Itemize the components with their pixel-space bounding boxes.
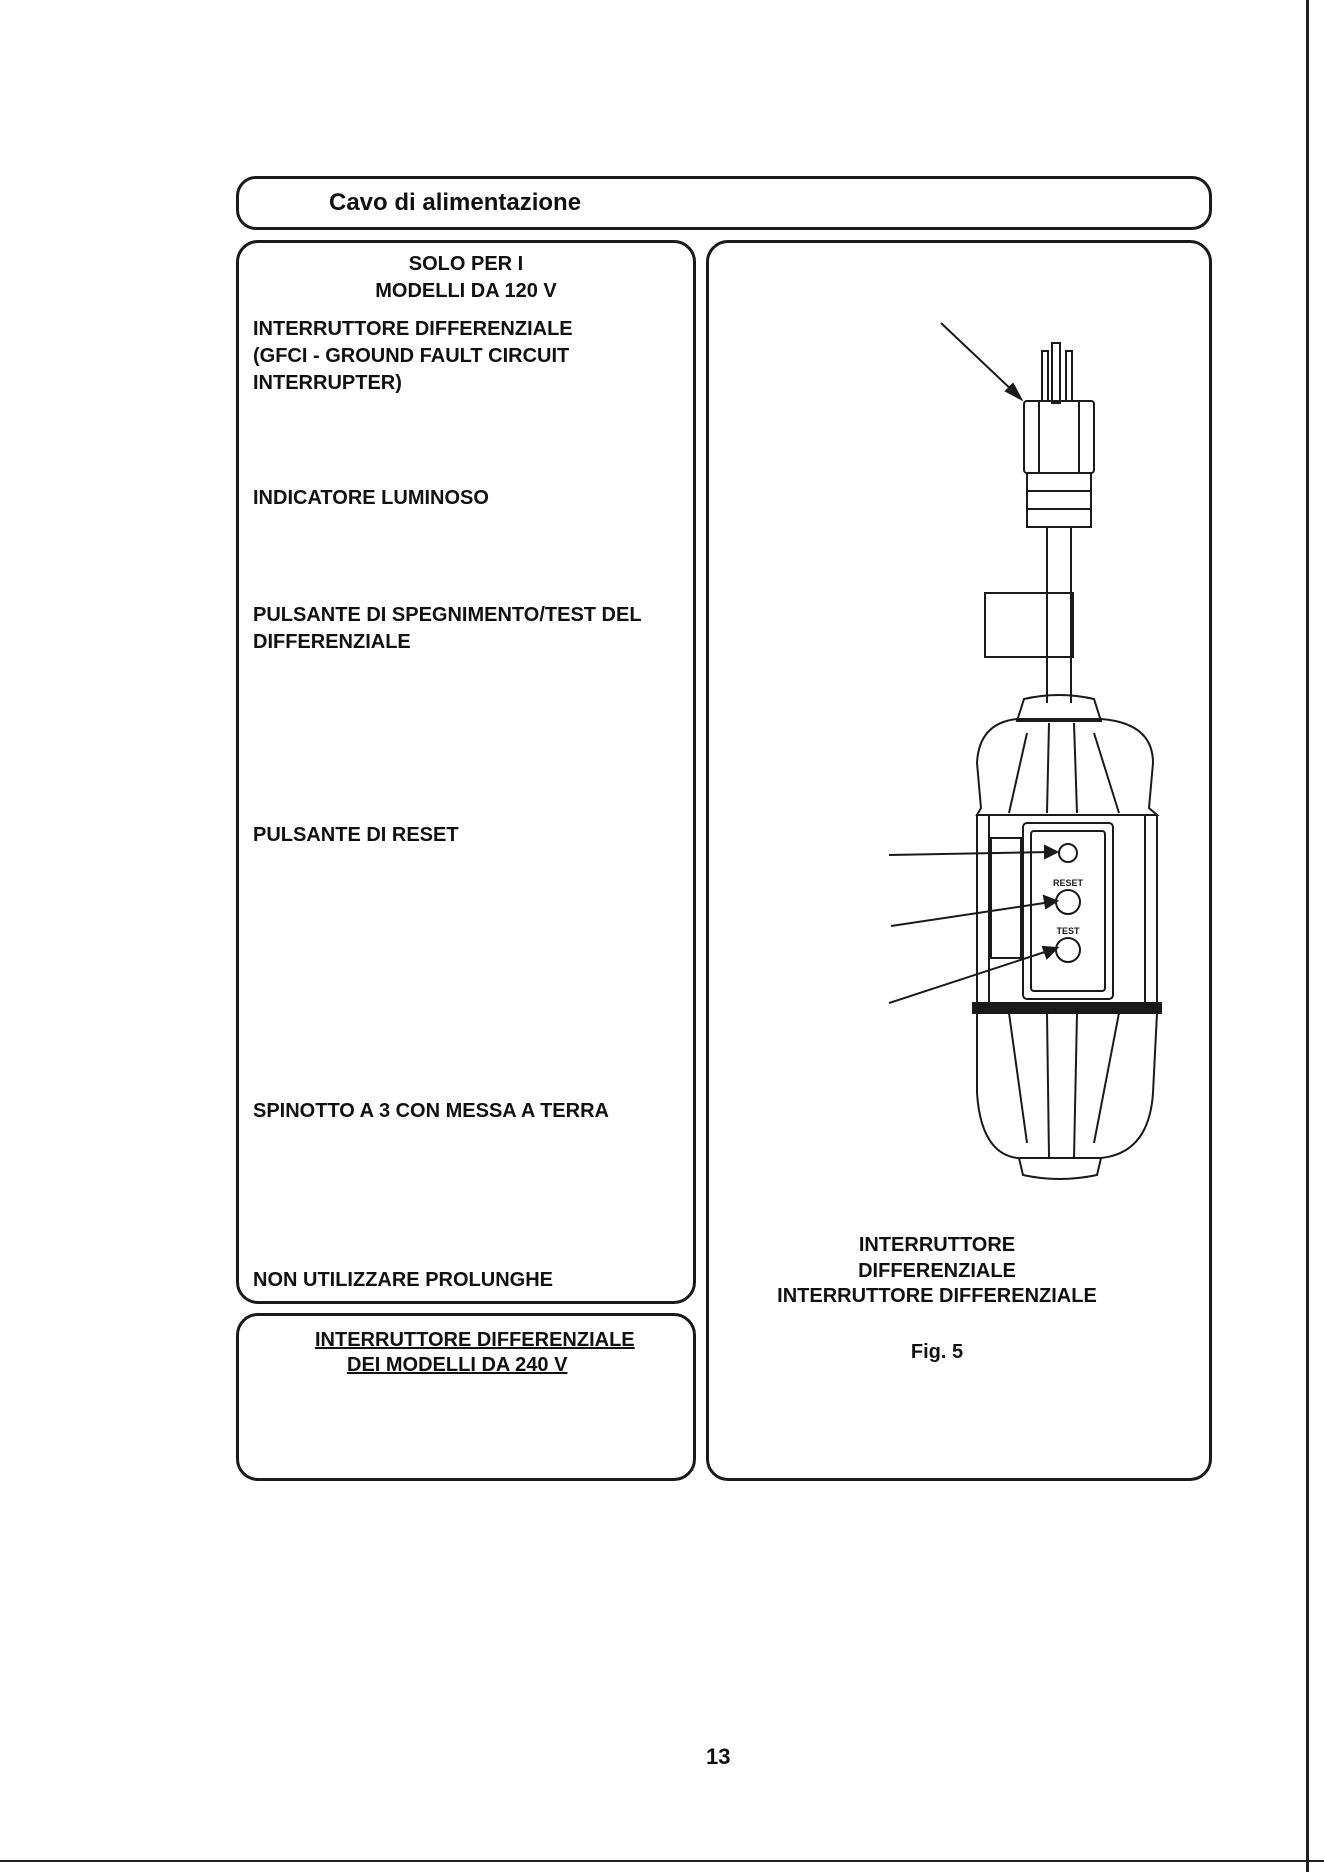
plug-prong-icon xyxy=(1042,351,1048,401)
test-button-label: TEST xyxy=(1056,926,1080,936)
indicator-light-icon xyxy=(1059,844,1077,862)
panel-heading-line2: MODELLI DA 120 V xyxy=(375,280,557,302)
test-button-icon xyxy=(1056,938,1080,962)
right-margin-rule xyxy=(1306,0,1309,1872)
reset-button-label: RESET xyxy=(1052,878,1084,888)
label-grounded-plug: SPINOTTO A 3 CON MESSA A TERRA xyxy=(253,1100,609,1122)
page-number: 13 xyxy=(706,1744,731,1769)
section-title: Cavo di alimentazione xyxy=(329,189,582,216)
figure-panel xyxy=(706,240,1212,1481)
cord-clip-icon xyxy=(985,593,1047,657)
gfci-top-cap-icon xyxy=(1017,695,1101,721)
gfci-cord-illustration xyxy=(709,243,1209,1243)
gfci-lower-body-icon xyxy=(977,1013,1157,1158)
panel-heading-line1: SOLO PER I xyxy=(408,253,524,275)
gfci-240v-line1: INTERRUTTORE DIFFERENZIALE xyxy=(315,1329,635,1351)
label-gfci-line2: (GFCI - GROUND FAULT CIRCUIT xyxy=(253,345,570,367)
plug-arrow-icon xyxy=(941,323,1015,393)
label-gfci-line3: INTERRUPTER) xyxy=(253,372,402,394)
gfci-upper-body-icon xyxy=(977,719,1157,815)
plug-head-icon xyxy=(1024,401,1094,473)
indicator-arrow-icon xyxy=(889,852,1051,855)
gfci-240v-line2: DEI MODELLI DA 240 V xyxy=(347,1354,568,1376)
figure-caption-line2: DIFFERENZIALE xyxy=(858,1260,1016,1282)
plug-prong-icon xyxy=(1066,351,1072,401)
control-plate-icon xyxy=(1023,823,1113,999)
label-test-button-line2: DIFFERENZIALE xyxy=(253,631,411,653)
label-reset-button: PULSANTE DI RESET xyxy=(253,824,459,846)
label-test-button-line1: PULSANTE DI SPEGNIMENTO/TEST DEL xyxy=(253,604,642,626)
figure-caption-line1: INTERRUTTORE xyxy=(858,1234,1016,1256)
bottom-left-panel xyxy=(236,1313,696,1481)
test-arrow-icon xyxy=(889,950,1051,1003)
section-header-box xyxy=(236,176,1212,230)
gfci-band-icon xyxy=(973,1003,1161,1013)
plug-prong-icon xyxy=(1052,343,1060,403)
label-indicator-light: INDICATORE LUMINOSO xyxy=(253,487,489,509)
figure-label: Fig. 5 xyxy=(910,1341,964,1363)
figure-caption-line3: INTERRUTTORE DIFFERENZIALE xyxy=(777,1285,1097,1307)
bottom-margin-rule xyxy=(0,1860,1324,1862)
reset-button-icon xyxy=(1056,890,1080,914)
label-gfci-line1: INTERRUTTORE DIFFERENZIALE xyxy=(253,318,573,340)
left-text-panel xyxy=(236,240,696,1304)
gfci-bottom-cap-icon xyxy=(1019,1158,1101,1179)
reset-arrow-icon xyxy=(891,902,1051,926)
label-no-extension-cords: NON UTILIZZARE PROLUNGHE xyxy=(253,1269,553,1291)
